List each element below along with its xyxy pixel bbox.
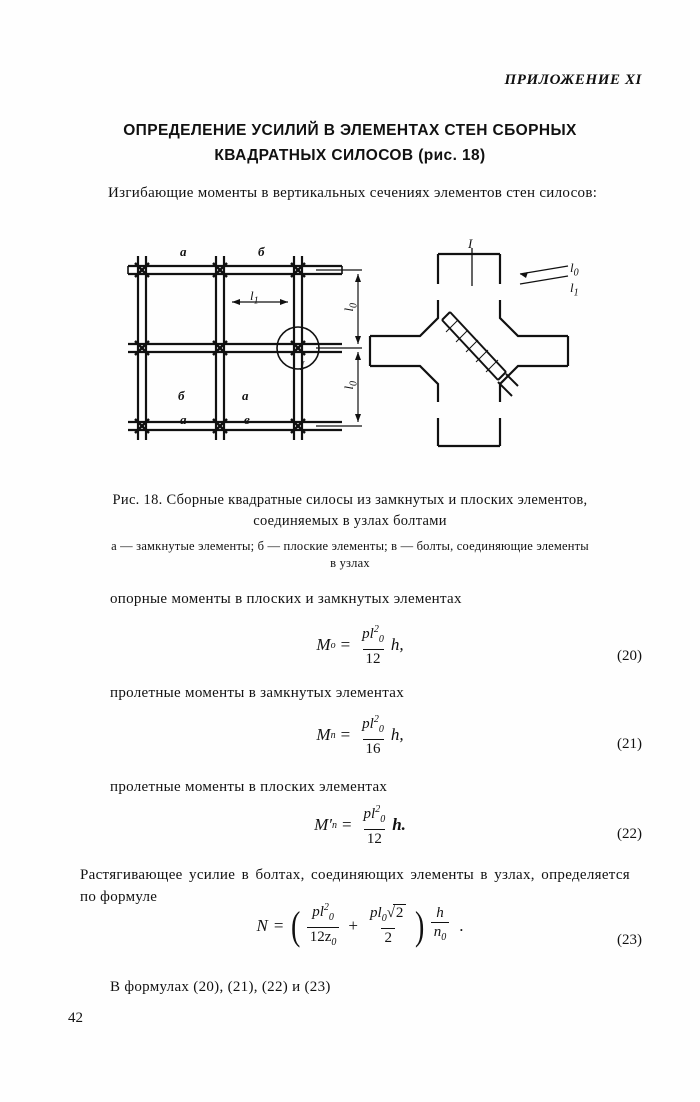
formula-22 <box>80 802 640 848</box>
formula-22-eq: = <box>341 815 352 834</box>
formula-23-factor <box>431 905 450 946</box>
formula-20-eq: = <box>340 635 351 654</box>
figure-label-a-bottom: а <box>180 412 187 427</box>
figure-label-v: в <box>244 412 250 427</box>
figure-18 <box>120 236 590 455</box>
formula-23-eq: = <box>273 915 284 935</box>
page-title <box>60 118 640 168</box>
formula-23-factor-den: $n_0$ <box>431 922 450 946</box>
formula-23-term1-den: $12z_0$ <box>307 927 340 951</box>
figure-18-drawing <box>120 240 590 455</box>
formula-21-tail: h, <box>390 725 404 744</box>
closing-text: В формулах (20), (21), (22) и (23) <box>110 979 331 995</box>
formula-23-term1 <box>307 900 340 951</box>
equation-number-22: (22) <box>617 826 642 842</box>
formula-21-lhs: M <box>316 725 331 744</box>
intro-paragraph <box>80 182 620 204</box>
formula-23-term1-num: $pl^2_0$ <box>312 902 334 923</box>
figure-label-section-detail: I <box>300 358 305 373</box>
formula-22-tail: h. <box>392 815 406 834</box>
formula-23-lhs: N <box>256 915 268 935</box>
figure-label-a-mid: а <box>242 388 249 403</box>
intro-text: Изгибающие моменты в вертикальных сечениях элементов стен силосов: <box>108 185 598 201</box>
bolts-text-content: Растягивающее усилие в болтах, соединяющих элементы в узлах, определяется по формуле <box>80 867 630 905</box>
formula-23-factor-num: h <box>436 905 444 921</box>
formula-20-denominator: 12 <box>363 649 384 668</box>
formula-21-fraction <box>359 712 387 758</box>
formula-23-term2-num: $pl_0√2$ <box>367 904 409 928</box>
formula-23-tail: . <box>459 915 464 935</box>
formula-21-numerator: $pl^2_0$ <box>362 714 384 735</box>
formula-23 <box>80 900 640 951</box>
figure-label-l0-left: $l_0$ <box>341 302 360 312</box>
formula-22-lhs: M′ <box>314 815 332 834</box>
formula-23-open-paren: ( <box>291 902 301 948</box>
page-title-line1: ОПРЕДЕЛЕНИЕ УСИЛИЙ В ЭЛЕМЕНТАХ СТЕН СБОРНЫХ <box>123 122 577 139</box>
figure-label-b-top: б <box>258 244 265 259</box>
formula-21 <box>80 712 640 758</box>
formula-22-lhs-sub: п <box>331 819 337 831</box>
equation-number-20: (20) <box>617 648 642 664</box>
section-2-text: пролетные моменты в замкнутых элементах <box>110 685 404 701</box>
formula-20 <box>80 622 640 668</box>
formula-21-lhs-sub: п <box>330 729 336 741</box>
figure-subcaption: а — замкнутые элементы; б — плоские элементы; в — болты, соединяющие элементы в узлах <box>111 539 589 570</box>
figure-label-l0-right: $l_0$ <box>570 260 579 279</box>
page-title-line2: КВАДРАТНЫХ СИЛОСОВ (рис. 18) <box>214 147 486 164</box>
formula-20-numerator: $pl^2_0$ <box>362 624 384 645</box>
formula-22-denominator: 12 <box>364 829 385 848</box>
figure-label-l0-left2: $l_0$ <box>341 380 360 390</box>
formula-22-numerator: $pl^2_0$ <box>363 804 386 825</box>
page-number: 42 <box>68 1010 83 1026</box>
section-1-text: опорные моменты в плоских и замкнутых элементах <box>110 591 462 607</box>
formula-23-term2 <box>367 904 409 947</box>
equation-number-23: (23) <box>617 932 642 948</box>
formula-21-eq: = <box>340 725 351 744</box>
figure-label-section-I: I <box>468 236 473 251</box>
formula-20-lhs-sub: о <box>330 639 336 651</box>
appendix-label: ПРИЛОЖЕНИЕ XI <box>504 72 642 88</box>
figure-label-l1-right: $l_1$ <box>570 280 579 299</box>
figure-caption: Рис. 18. Сборные квадратные силосы из замкнутых и плоских элементов, соединяемых в узлах болтами <box>112 492 588 529</box>
formula-20-fraction <box>359 622 387 668</box>
formula-22-fraction <box>361 802 389 848</box>
section-3-text: пролетные моменты в плоских элементах <box>110 779 388 795</box>
formula-23-term2-den: 2 <box>381 928 395 947</box>
formula-23-close-paren: ) <box>415 902 425 948</box>
equation-number-21: (21) <box>617 736 642 752</box>
formula-21-denominator: 16 <box>363 739 384 758</box>
formula-20-tail: h, <box>390 635 404 654</box>
figure-label-l1: $l_1$ <box>250 288 259 307</box>
figure-label-a-top: а <box>180 244 187 259</box>
figure-label-b-left: б <box>178 388 185 403</box>
formula-23-plus: + <box>348 915 359 935</box>
formula-20-lhs: M <box>316 635 331 654</box>
